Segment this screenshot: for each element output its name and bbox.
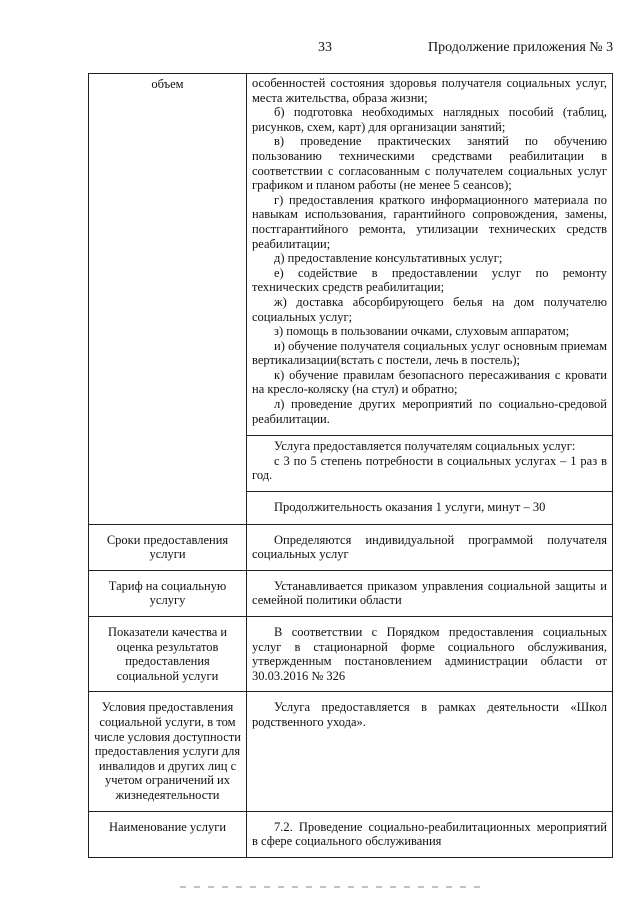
row-label-conditions: Условия предоставления социальной услуги, в том числе условия доступности предоставления услуги для инвалидов и других лиц с учетом ограничений их жизнедеятельности: [89, 692, 247, 811]
table-row-volume: [89, 74, 613, 436]
continued-paragraph: особенностей состояния здоровья получателя социальных услуг, места жительства, образа жизни;: [252, 76, 607, 105]
table-row-quality: [89, 617, 613, 692]
list-item-g: г) предоставления краткого информационного материала по навыкам использования, гарантийного сопровождения, замены, постгарантийного ремонта, утилизации технических средств реабилитации;: [252, 192, 607, 251]
duration-text: Продолжительность оказания 1 услуги, минут – 30: [274, 500, 546, 515]
terms-text: Определяются индивидуальной программой получателя социальных услуг: [252, 532, 607, 562]
table-row-tariff: [89, 570, 613, 616]
list-item-zh: ж) доставка абсорбирующего белья на дом получателю социальных услуг;: [252, 294, 607, 324]
service-name-text: 7.2. Проведение социально-реабилитационных мероприятий в сфере социального обслуживания: [252, 819, 607, 849]
recipients-content: [247, 436, 613, 492]
row-label-quality: Показатели качества и оценка результатов предоставления социальной услуги: [89, 617, 247, 692]
recipients-intro: Услуга предоставляется получателям социальных услуг:: [274, 439, 576, 454]
list-item-d: д) предоставление консультативных услуг;: [274, 251, 503, 266]
recipients-frequency: с 3 по 5 степень потребности в социальных услугах – 1 раз в год.: [252, 453, 607, 483]
row-label-service-name: Наименование услуги: [89, 811, 247, 857]
list-item-v: в) проведение практических занятий по обучению пользованию техническими средствами реабилитации в соответствии с согласованным с получателем социальных услуг графиком и планом работы (не менее 5 сеансов);: [252, 134, 607, 193]
list-item-k: к) обучение правилам безопасного пересаживания с кровати на кресло-коляску (на стул) и обратно;: [252, 367, 607, 397]
tariff-text: Устанавливается приказом управления социальной защиты и семейной политики области: [252, 578, 607, 608]
list-item-b: б) подготовка необходимых наглядных пособий (таблиц, рисунков, схем, карт) для организации занятий;: [252, 105, 607, 134]
tariff-content: [247, 570, 613, 616]
table-row-service-name: [89, 811, 613, 857]
quality-text: В соответствии с Порядком предоставления социальных услуг в стационарной форме социального обслуживания, утвержденным постановлением администрации области от 30.03.2016 № 326: [252, 625, 607, 683]
scan-artifact-line: [180, 886, 480, 888]
service-table: [88, 73, 613, 858]
list-item-l: л) проведение других мероприятий по социально-средовой реабилитации.: [252, 397, 607, 426]
table-row-terms: [89, 524, 613, 570]
list-item-e: е) содействие в предоставлении услуг по ремонту технических средств реабилитации;: [252, 265, 607, 295]
page-number: 33: [318, 40, 332, 55]
row-label-volume: объем: [89, 74, 247, 525]
table-row-conditions: [89, 692, 613, 811]
row-label-tariff: Тариф на социальную услугу: [89, 570, 247, 616]
list-item-i: и) обучение получателя социальных услуг основным приемам вертикализации(встать с постели, лечь в постель);: [252, 338, 607, 368]
appendix-continuation-title: Продолжение приложения № 3: [428, 40, 614, 55]
conditions-text: Услуга предоставляется в рамках деятельности «Школ родственного ухода».: [252, 700, 607, 729]
service-name-content: [247, 811, 613, 857]
duration-content: [247, 492, 613, 525]
conditions-content: [247, 692, 613, 811]
quality-content: [247, 617, 613, 692]
list-item-z: з) помощь в пользовании очками, слуховым аппаратом;: [274, 324, 570, 339]
row-label-terms: Сроки предоставления услуги: [89, 524, 247, 570]
terms-content: [247, 524, 613, 570]
volume-content: [247, 74, 613, 436]
